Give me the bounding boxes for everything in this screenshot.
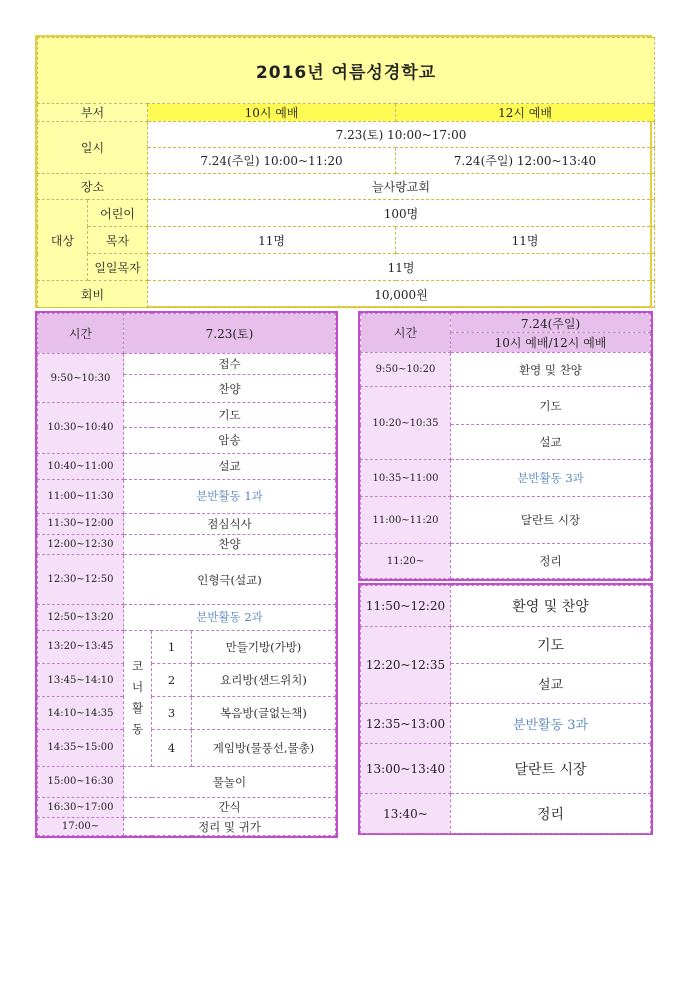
activity-cell: 찬양 — [124, 534, 336, 555]
activity-cell: 분반활동 3과 — [451, 704, 651, 744]
time-cell: 13:00~13:40 — [361, 744, 451, 794]
activity-cell: 분반활동 3과 — [451, 459, 651, 497]
teacher-count-10: 11명 — [148, 227, 396, 254]
time-cell: 12:30~12:50 — [38, 555, 124, 605]
activity-cell: 설교 — [451, 425, 651, 460]
activity-cell: 환영 및 찬양 — [451, 586, 651, 627]
teacher-count-12: 11명 — [396, 227, 655, 254]
time-cell: 12:50~13:20 — [38, 604, 124, 630]
time-header: 시간 — [38, 314, 124, 354]
time-cell: 10:35~11:00 — [361, 459, 451, 497]
teacher-label: 목자 — [88, 227, 148, 254]
time-cell: 12:20~12:35 — [361, 627, 451, 704]
time-cell: 10:30~10:40 — [38, 403, 124, 454]
activity-cell: 기도 — [124, 403, 336, 428]
corner-name: 만들기방(가방) — [192, 630, 336, 663]
dept-label: 부서 — [38, 104, 148, 122]
time-cell: 13:40~ — [361, 794, 451, 834]
fee-value: 10,000원 — [148, 281, 655, 308]
corner-char: 활 — [131, 701, 144, 716]
oneday-teacher-count: 11명 — [148, 254, 655, 281]
date-sunday-10: 7.24(주일) 10:00~11:20 — [148, 148, 396, 174]
time-header: 시간 — [361, 314, 451, 353]
activity-cell: 점심식사 — [124, 513, 336, 534]
corner-char: 코 — [131, 659, 144, 674]
activity-cell: 인형극(설교) — [124, 555, 336, 605]
time-cell: 11:30~12:00 — [38, 513, 124, 534]
time-cell: 14:35~15:00 — [38, 730, 124, 766]
place-label: 장소 — [38, 174, 148, 200]
time-cell: 9:50~10:20 — [361, 352, 451, 387]
time-cell: 13:45~14:10 — [38, 663, 124, 696]
service-subheader: 10시 예배/12시 예배 — [451, 333, 651, 352]
date-sunday-12: 7.24(주일) 12:00~13:40 — [396, 148, 655, 174]
time-cell: 11:00~11:30 — [38, 479, 124, 513]
sunday-schedule — [358, 311, 653, 581]
kids-count: 100명 — [148, 200, 655, 227]
activity-cell: 정리 — [451, 544, 651, 579]
activity-cell: 설교 — [124, 453, 336, 479]
activity-cell: 기도 — [451, 627, 651, 664]
corner-number: 2 — [152, 663, 192, 696]
place-value: 늘사랑교회 — [148, 174, 655, 200]
date-label: 일시 — [38, 122, 148, 174]
fee-label: 회비 — [38, 281, 148, 308]
activity-cell: 물놀이 — [124, 766, 336, 797]
activity-cell: 분반활동 2과 — [124, 604, 336, 630]
activity-cell: 찬양 — [124, 375, 336, 403]
activity-cell: 분반활동 1과 — [124, 479, 336, 513]
service-10-header: 10시 예배 — [148, 104, 396, 122]
target-label: 대상 — [38, 200, 88, 281]
day-header: 7.23(토) — [124, 314, 336, 354]
sunday-12-schedule — [358, 583, 653, 835]
corner-number: 3 — [152, 697, 192, 730]
time-cell: 12:35~13:00 — [361, 704, 451, 744]
time-cell: 15:00~16:30 — [38, 766, 124, 797]
activity-cell: 정리 — [451, 794, 651, 834]
time-cell: 17:00~ — [38, 818, 124, 836]
activity-cell: 달란트 시장 — [451, 744, 651, 794]
activity-cell: 암송 — [124, 427, 336, 453]
kids-label: 어린이 — [88, 200, 148, 227]
activity-cell: 기도 — [451, 387, 651, 425]
activity-cell: 간식 — [124, 797, 336, 818]
activity-cell: 정리 및 귀가 — [124, 818, 336, 836]
time-cell: 11:20~ — [361, 544, 451, 579]
time-cell: 16:30~17:00 — [38, 797, 124, 818]
page-title: 2016년 여름성경학교 — [38, 38, 655, 104]
time-cell: 11:50~12:20 — [361, 586, 451, 627]
corner-char: 동 — [131, 722, 144, 737]
corner-name: 복음방(글없는책) — [192, 697, 336, 730]
time-cell: 13:20~13:45 — [38, 630, 124, 663]
corner-name: 요리방(샌드위치) — [192, 663, 336, 696]
corner-activity-label — [124, 630, 152, 766]
time-cell: 10:40~11:00 — [38, 453, 124, 479]
corner-name: 게임방(물풍선,물총) — [192, 730, 336, 766]
corner-number: 1 — [152, 630, 192, 663]
time-cell: 11:00~11:20 — [361, 497, 451, 544]
saturday-schedule — [35, 311, 338, 838]
oneday-teacher-label: 일일목자 — [88, 254, 148, 281]
activity-cell: 접수 — [124, 354, 336, 375]
corner-number: 4 — [152, 730, 192, 766]
corner-char: 너 — [131, 680, 144, 695]
time-cell: 9:50~10:30 — [38, 354, 124, 403]
info-table — [35, 35, 652, 308]
time-cell: 10:20~10:35 — [361, 387, 451, 459]
activity-cell: 설교 — [451, 664, 651, 704]
day-header: 7.24(주일) — [451, 314, 651, 333]
time-cell: 14:10~14:35 — [38, 697, 124, 730]
activity-cell: 환영 및 찬양 — [451, 352, 651, 387]
time-cell: 12:00~12:30 — [38, 534, 124, 555]
activity-cell: 달란트 시장 — [451, 497, 651, 544]
service-12-header: 12시 예배 — [396, 104, 655, 122]
date-saturday: 7.23(토) 10:00~17:00 — [148, 122, 655, 148]
